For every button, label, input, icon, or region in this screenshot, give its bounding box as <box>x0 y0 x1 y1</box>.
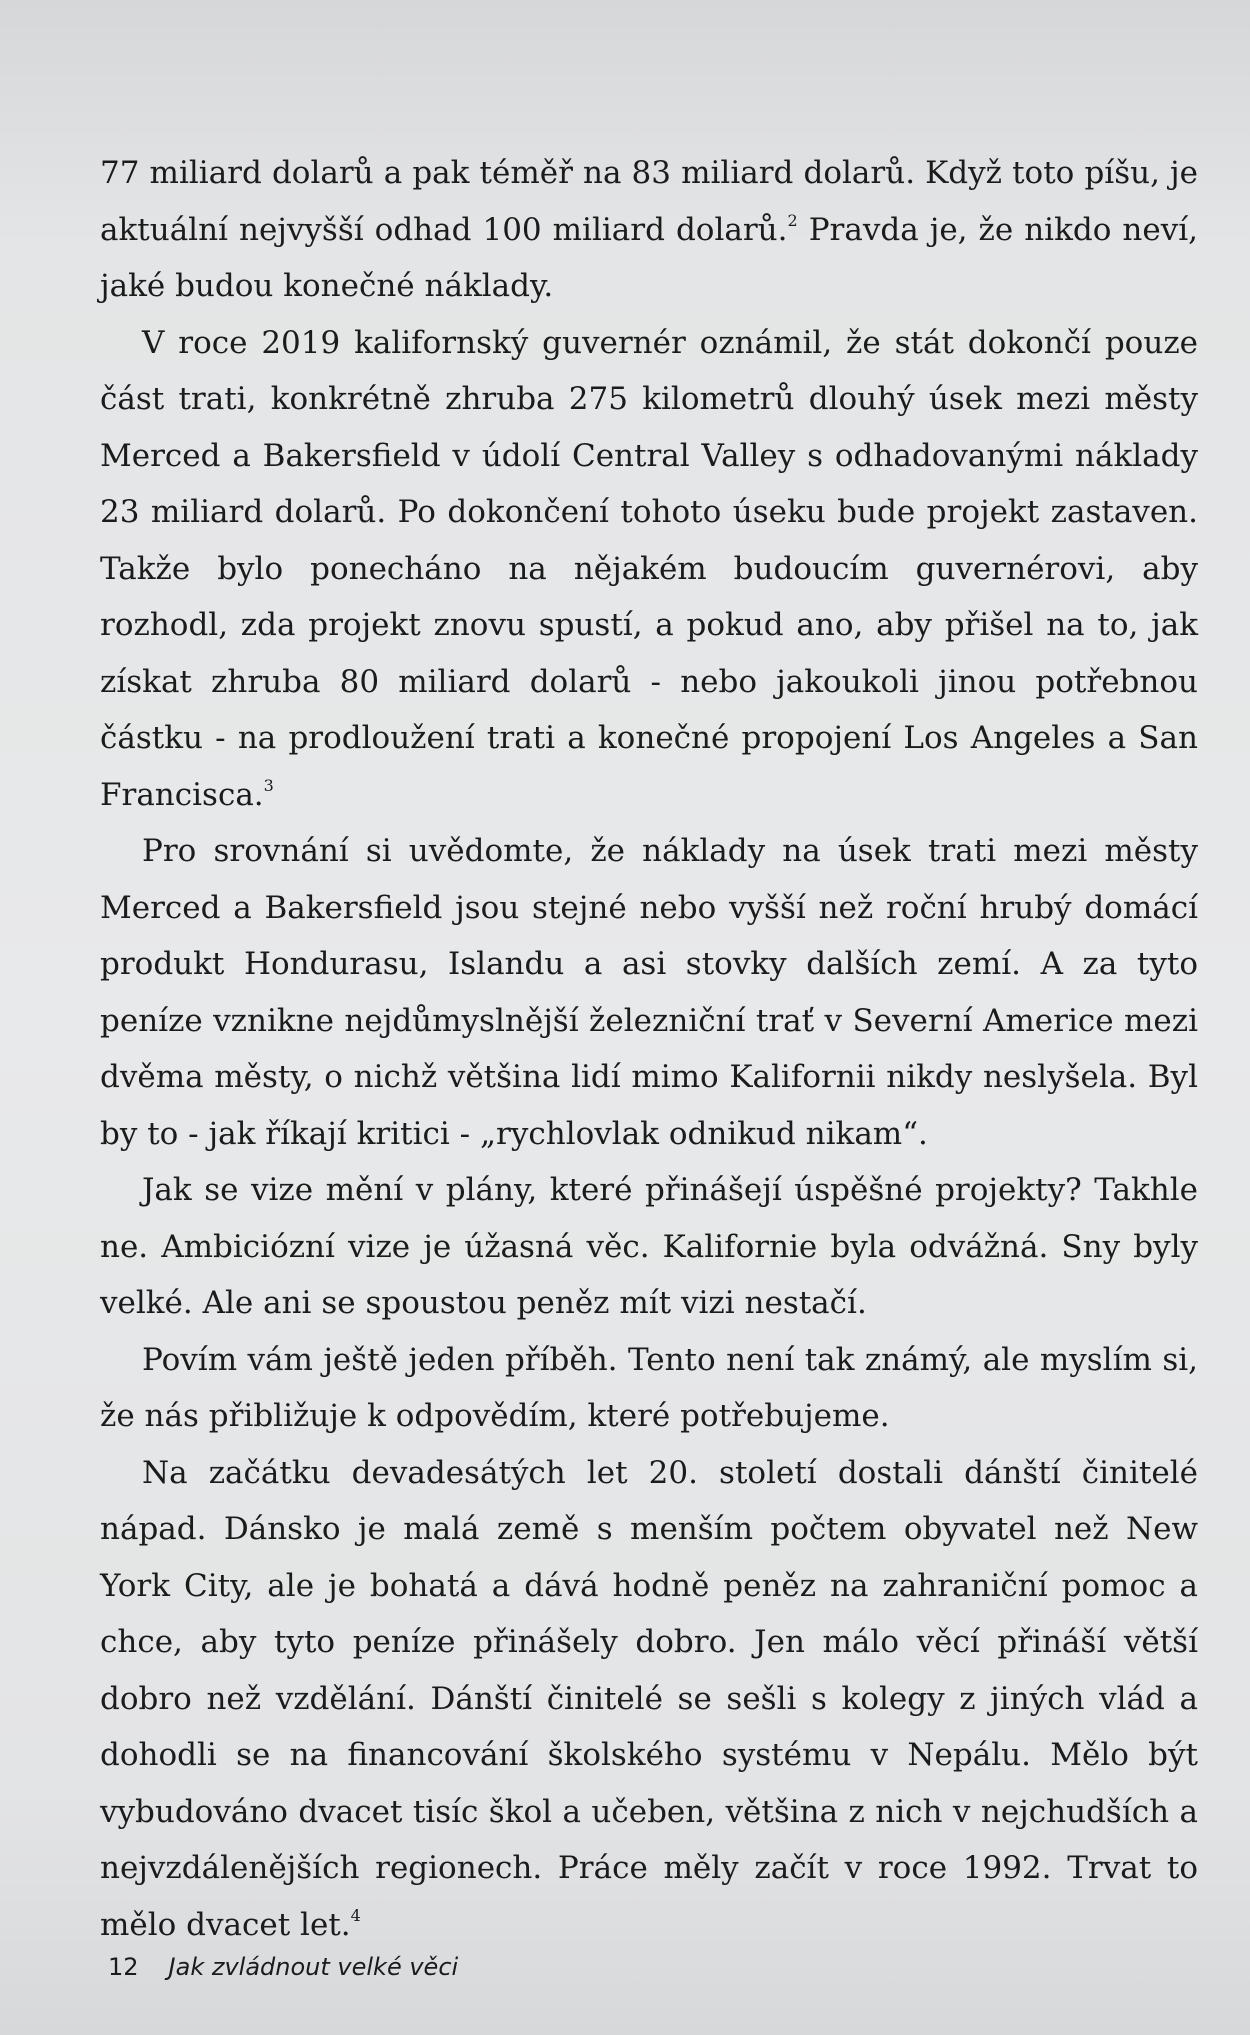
paragraph-3 <box>100 823 1198 1162</box>
page-footer <box>108 1953 458 1981</box>
paragraph-6 <box>100 1445 1198 1954</box>
paragraph-5 <box>100 1332 1198 1445</box>
paragraph-1-text: 77 miliard dolarů a pak téměř na 83 miliard dolarů. Když toto píšu, je aktuální nejvyšší odhad 100 miliard dolarů. <box>100 155 1198 248</box>
paragraph-1-text-continued: Pravda je, že nikdo neví, jaké budou konečné náklady. <box>100 211 1198 304</box>
paragraph-5-text: Povím vám ještě jeden příběh. Tento není tak známý, ale myslím si, že nás přibližuje k odpovědím, které potřebujeme. <box>100 1341 1198 1434</box>
running-title: Jak zvládnout velké věci <box>168 1953 459 1981</box>
paragraph-2 <box>100 315 1198 824</box>
paragraph-4 <box>100 1162 1198 1332</box>
paragraph-2-text: V roce 2019 kalifornský guvernér oznámil, že stát dokončí pouze část trati, konkrétně zhruba 275 kilometrů dlouhý úsek mezi městy Merced a Bakersfield v údolí Central Valley s odhadovanými náklady 23 miliard dolarů. Po dokončení tohoto úseku bude projekt zastaven. Takže bylo ponecháno na nějakém budoucím guvernérovi, aby rozhodl, zda projekt znovu spustí, a pokud ano, aby přišel na to, jak získat zhruba 80 miliard dolarů - nebo jakoukoli jinou potřebnou částku - na prodloužení trati a konečné propojení Los Angeles a San Francisca. <box>100 324 1198 813</box>
paragraph-4-text: Jak se vize mění v plány, které přinášejí úspěšné projekty? Takhle ne. Ambiciózní vize je úžasná věc. Kalifornie byla odvážná. Sny byly velké. Ale ani se spoustou peněz mít vizi nestačí. <box>100 1172 1198 1321</box>
paragraph-1 <box>100 145 1198 315</box>
footnote-marker-4: 4 <box>350 1905 361 1925</box>
paragraph-6-text: Na začátku devadesátých let 20. století dostali dánští činitelé nápad. Dánsko je malá země s menším počtem obyvatel než New York City, ale je bohatá a dává hodně peněz na zahraniční pomoc a chce, aby tyto peníze přinášely dobro. Jen málo věcí přináší větší dobro než vzdělání. Dánští činitelé se sešli s kolegy z jiných vlád a dohodli se na financování školského systému v Nepálu. Mělo být vybudováno dvacet tisíc škol a učeben, většina z nich v nejchudších a nejvzdálenějších regionech. Práce měly začít v roce 1992. Trvat to mělo dvacet let. <box>100 1454 1198 1943</box>
body-text <box>100 145 1198 1953</box>
page-number: 12 <box>108 1953 139 1981</box>
footnote-marker-3: 3 <box>263 775 274 795</box>
footnote-marker-2: 2 <box>787 210 798 230</box>
paragraph-3-text: Pro srovnání si uvědomte, že náklady na úsek trati mezi městy Merced a Bakersfield jsou stejné nebo vyšší než roční hrubý domácí produkt Hondurasu, Islandu a asi stovky dalších zemí. A za tyto peníze vznikne nejdůmyslnější železniční trať v Severní Americe mezi dvěma městy, o nichž většina lidí mimo Kalifornii nikdy neslyšela. Byl by to - jak říkají kritici - „rychlovlak odnikud nikam“. <box>100 833 1198 1152</box>
